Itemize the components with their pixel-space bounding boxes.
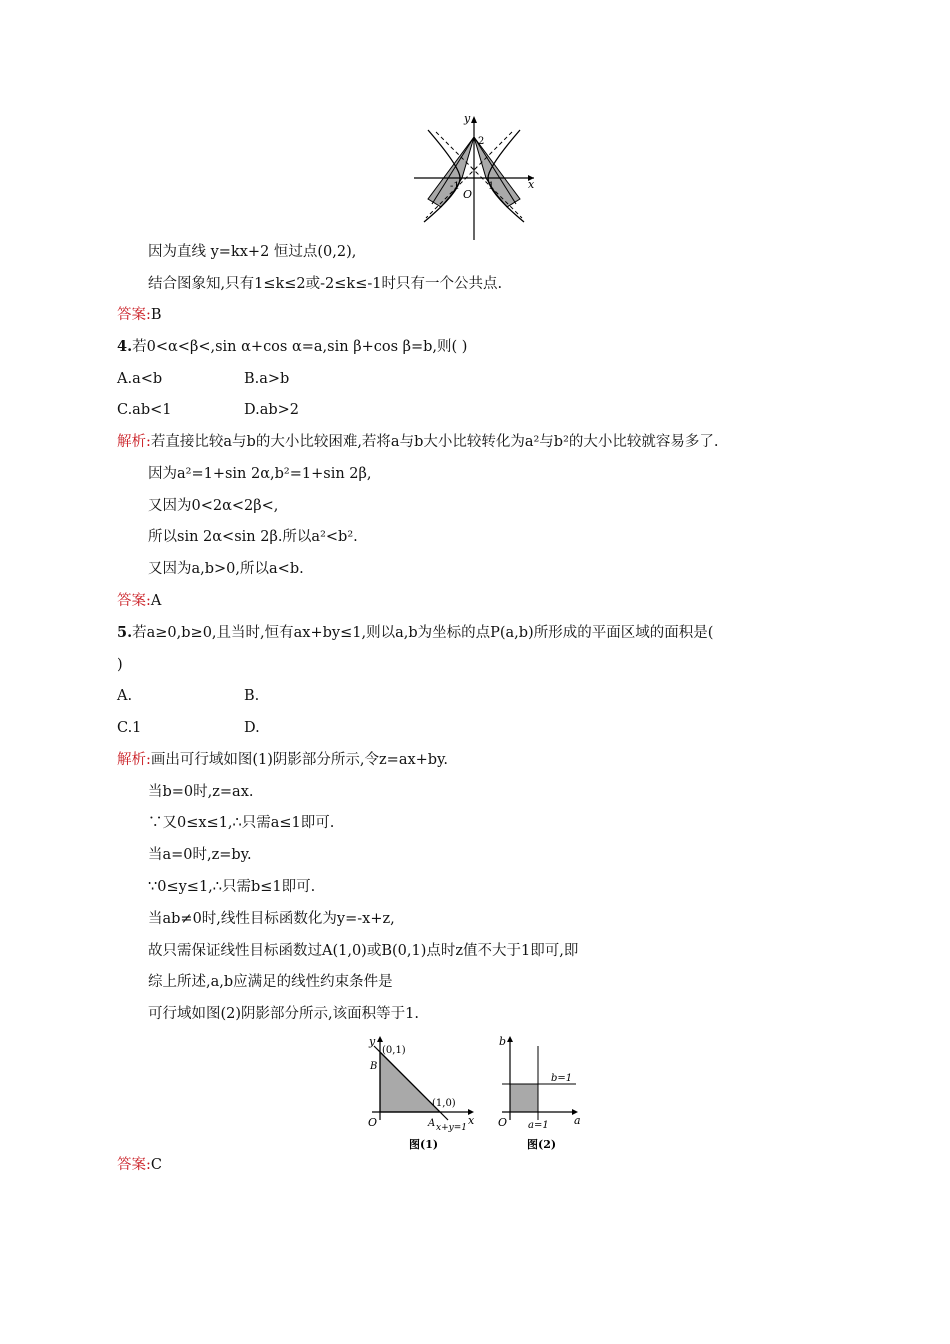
question-number: 5. bbox=[117, 624, 133, 641]
q4-option-a: A.a<b bbox=[117, 371, 163, 387]
q5-stem-cont: ) bbox=[117, 657, 123, 673]
q4-step-1: 因为a²=1+sin 2α,b²=1+sin 2β, bbox=[148, 466, 372, 482]
shaded-square bbox=[510, 1084, 538, 1112]
line-label: x+y=1 bbox=[436, 1123, 467, 1133]
question-text: 若a≥0,b≥0,且当时,恒有ax+by≤1,则以a,b为坐标的点P(a,b)所形成的平面区域的面积是( bbox=[132, 625, 714, 641]
answer-label: 答案: bbox=[117, 307, 151, 323]
q4-option-d: D.ab>2 bbox=[244, 402, 300, 418]
point-a-label: A bbox=[428, 1118, 436, 1129]
figure-1 bbox=[360, 1034, 490, 1154]
b-axis-label: b bbox=[499, 1035, 507, 1048]
q5-step-3: 当a=0时,z=by. bbox=[148, 847, 252, 863]
q4-option-c: C.ab<1 bbox=[117, 402, 172, 418]
q4-stem bbox=[117, 337, 467, 357]
answer-value: B bbox=[150, 307, 162, 323]
y-axis-arrow bbox=[377, 1036, 383, 1042]
x-axis-label: x bbox=[468, 1114, 475, 1127]
hyperbola-figure bbox=[410, 112, 560, 242]
figure-caption: 图(2) bbox=[527, 1138, 557, 1151]
analysis-label: 解析: bbox=[117, 752, 151, 768]
q4-answer bbox=[117, 591, 161, 611]
q3-line-1: 因为直线 y=kx+2 恒过点(0,2), bbox=[148, 244, 357, 260]
answer-value: C bbox=[150, 1157, 162, 1173]
analysis-text: 画出可行域如图(1)阴影部分所示,令z=ax+by. bbox=[150, 752, 448, 768]
b-axis-arrow bbox=[507, 1036, 513, 1042]
q4-step-3: 所以sin 2α<sin 2β.所以a²<b². bbox=[148, 529, 358, 545]
origin-label: O bbox=[498, 1116, 508, 1129]
q5-step-4: ∵0≤y≤1,∴只需b≤1即可. bbox=[148, 879, 316, 895]
q5-option-d: D. bbox=[244, 720, 260, 736]
label-one: 1 bbox=[488, 181, 495, 192]
q5-step-5: 当ab≠0时,线性目标函数化为y=-x+z, bbox=[148, 911, 395, 927]
label-origin: O bbox=[463, 188, 473, 201]
q5-step-6: 故只需保证线性目标函数过A(1,0)或B(0,1)点时z值不大于1即可,即 bbox=[148, 943, 579, 959]
y-axis-arrow bbox=[471, 116, 477, 123]
point-a-coord: (1,0) bbox=[432, 1098, 456, 1109]
q5-option-c: C.1 bbox=[117, 720, 142, 736]
question-text: 若0<α<β<,sin α+cos α=a,sin β+cos β=b,则( ) bbox=[132, 339, 468, 355]
y-axis-label: y bbox=[464, 112, 471, 125]
answer-label: 答案: bbox=[117, 1157, 151, 1173]
y-axis-label: y bbox=[369, 1035, 376, 1048]
q5-answer bbox=[117, 1155, 162, 1175]
q5-option-b: B. bbox=[244, 688, 260, 704]
figure-caption: 图(1) bbox=[409, 1138, 439, 1151]
q5-step-1: 当b=0时,z=ax. bbox=[148, 784, 254, 800]
q5-step-8: 可行域如图(2)阴影部分所示,该面积等于1. bbox=[148, 1006, 419, 1022]
label-neg-one: -1 bbox=[450, 181, 460, 192]
q3-answer bbox=[117, 305, 162, 325]
origin-label: O bbox=[368, 1116, 378, 1129]
a-axis-label: a bbox=[574, 1114, 581, 1127]
answer-value: A bbox=[150, 593, 162, 609]
q5-step-7: 综上所述,a,b应满足的线性约束条件是 bbox=[148, 974, 393, 990]
q5-option-a: A. bbox=[117, 688, 133, 704]
q4-option-b: B.a>b bbox=[244, 371, 290, 387]
b-line-label: b=1 bbox=[551, 1073, 573, 1084]
q5-step-2: ∵又0≤x≤1,∴只需a≤1即可. bbox=[148, 815, 335, 831]
point-b-label: B bbox=[370, 1061, 378, 1072]
label-two: 2 bbox=[478, 136, 485, 147]
q4-analysis bbox=[117, 432, 719, 452]
analysis-label: 解析: bbox=[117, 434, 151, 450]
q4-step-2: 又因为0<2α<2β<, bbox=[148, 498, 279, 514]
a-line-label: a=1 bbox=[528, 1120, 549, 1131]
figure-2 bbox=[494, 1034, 594, 1154]
q3-line-2: 结合图象知,只有1≤k≤2或-2≤k≤-1时只有一个公共点. bbox=[148, 276, 503, 292]
point-b-coord: (0,1) bbox=[382, 1045, 406, 1056]
q4-step-4: 又因为a,b>0,所以a<b. bbox=[148, 561, 304, 577]
question-number: 4. bbox=[117, 338, 133, 355]
answer-label: 答案: bbox=[117, 593, 151, 609]
x-axis-label: x bbox=[528, 178, 535, 191]
q5-analysis bbox=[117, 750, 448, 770]
analysis-text: 若直接比较a与b的大小比较困难,若将a与b大小比较转化为a²与b²的大小比较就容易多了. bbox=[150, 434, 719, 450]
q5-stem bbox=[117, 623, 713, 643]
